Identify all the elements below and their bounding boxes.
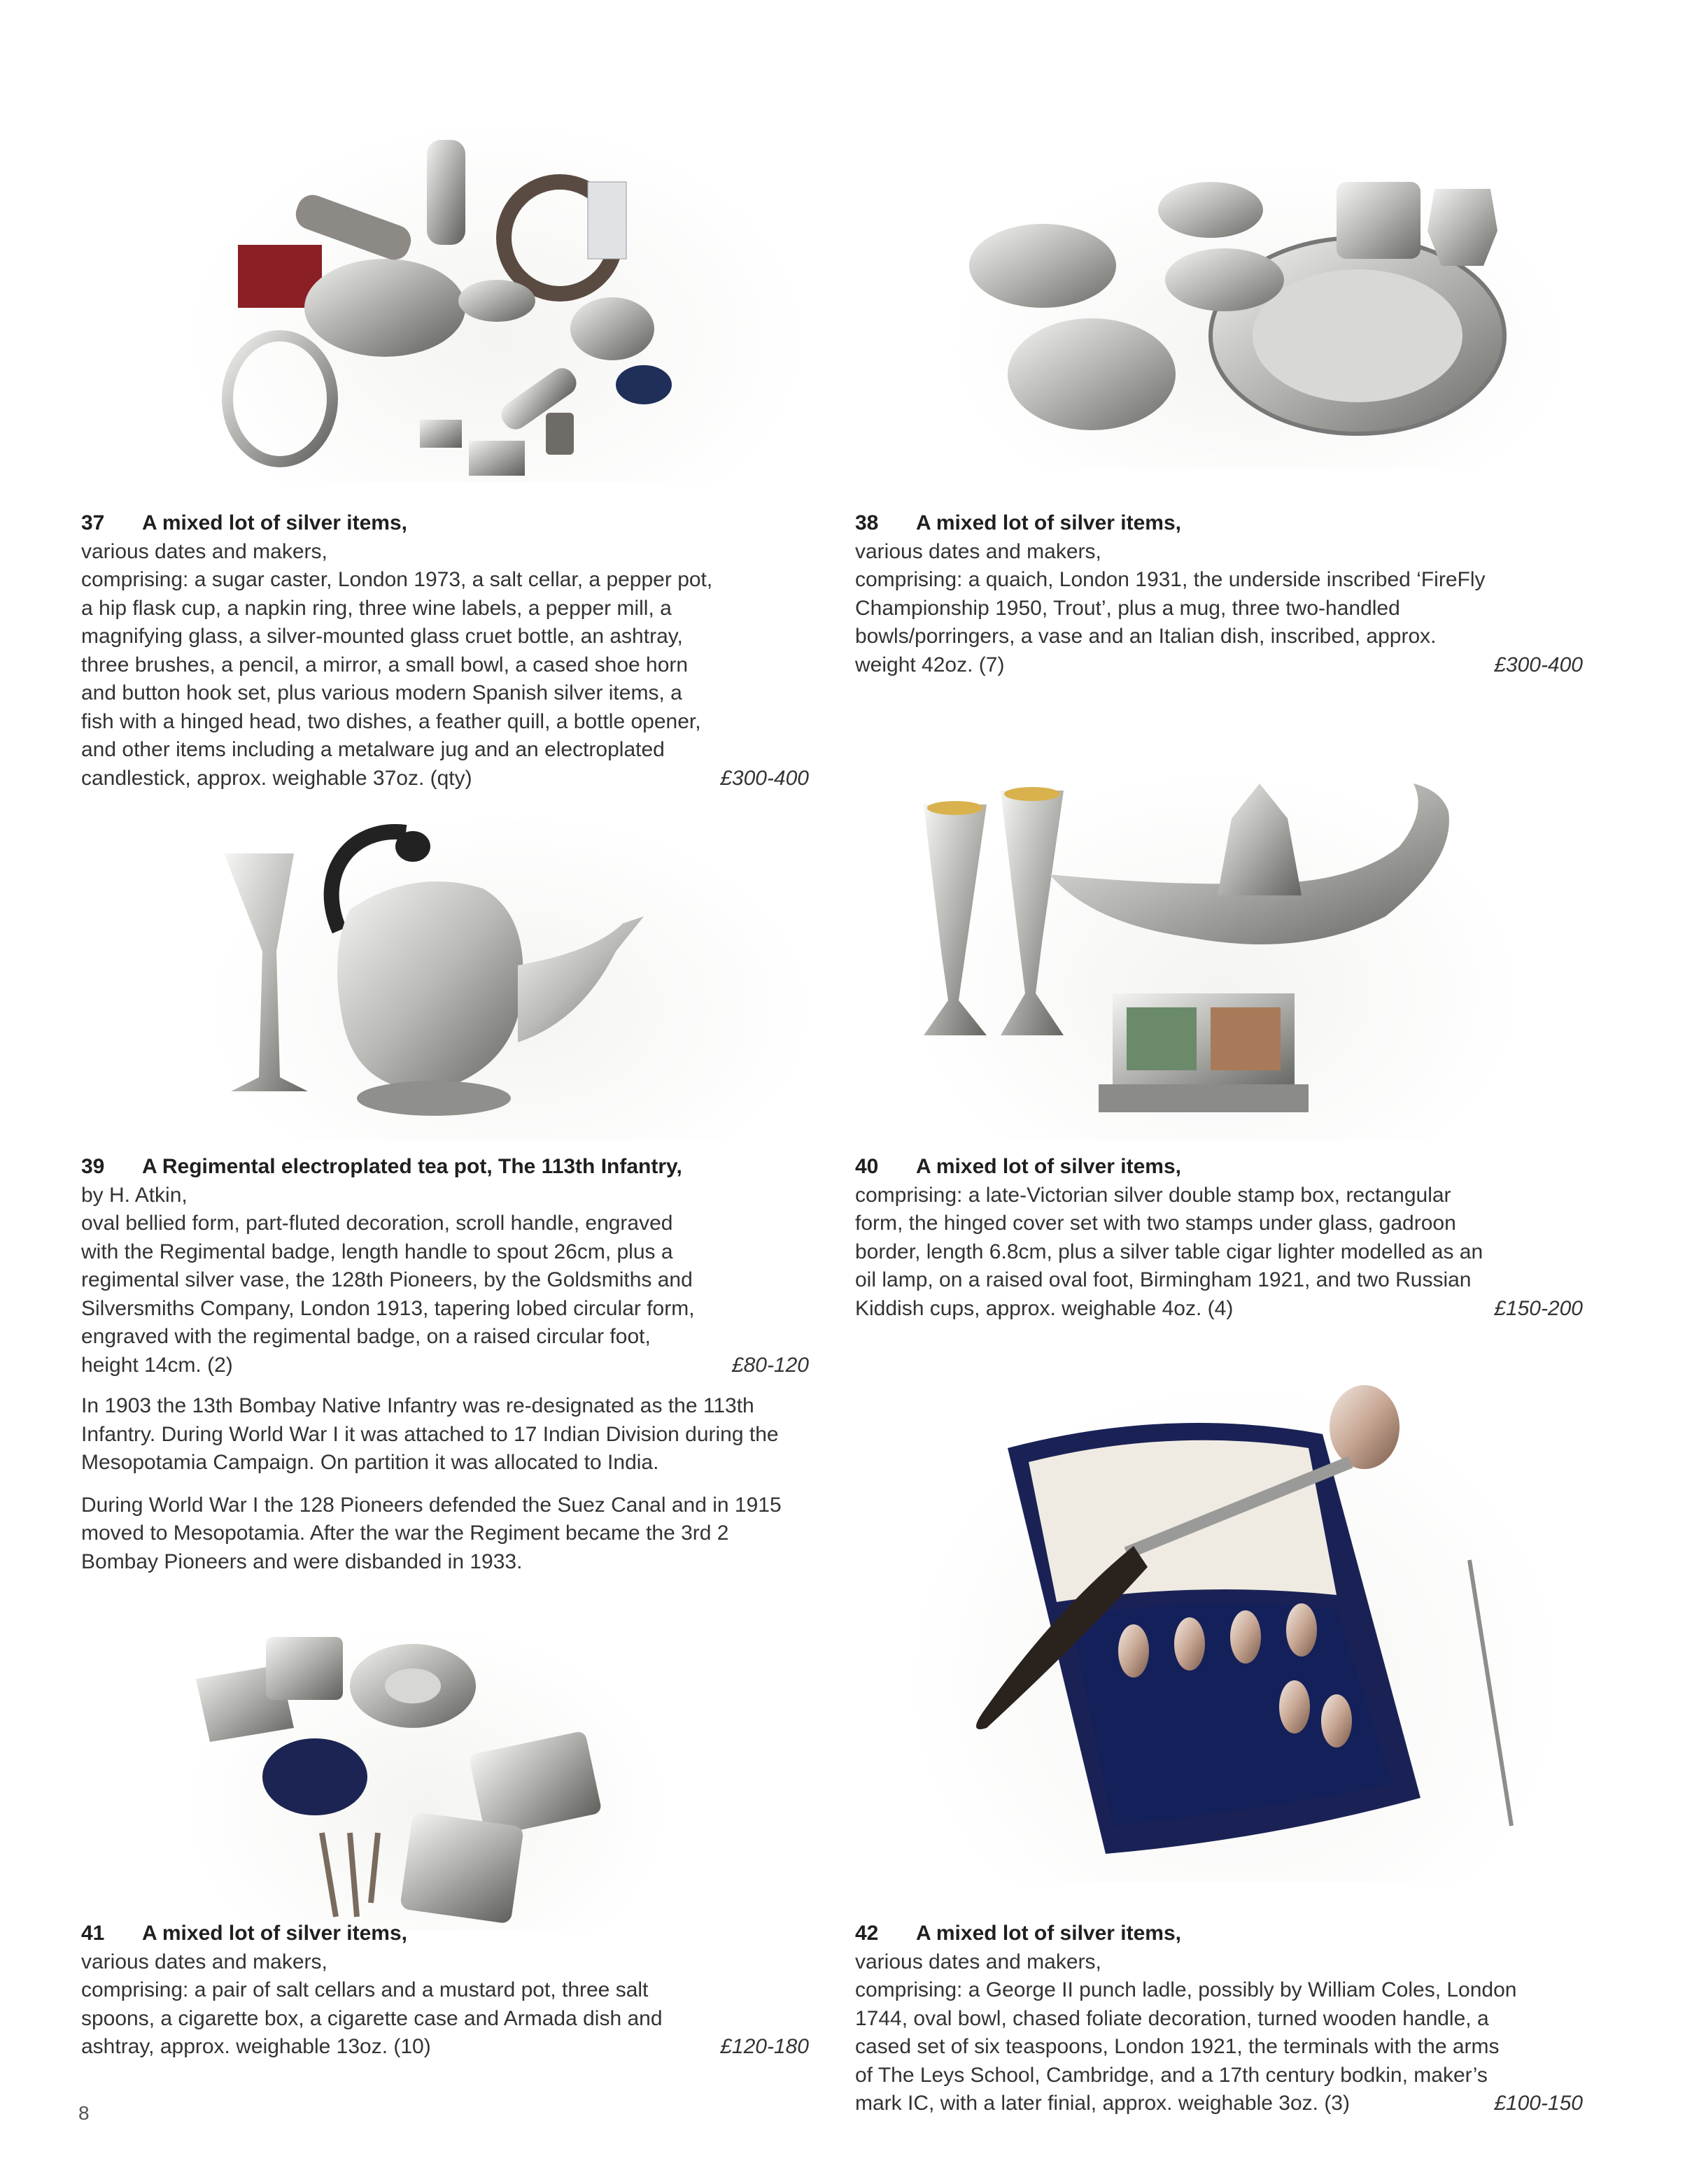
lot-desc-line: Kiddish cups, approx. weighable 4oz. (4): [855, 1296, 1234, 1320]
lot-desc-line: with the Regimental badge, length handle to spout 26cm, plus a: [81, 1240, 673, 1263]
lot-desc-line: engraved with the regimental badge, on a raised circular foot,: [81, 1325, 651, 1348]
lot-desc-line: ashtray, approx. weighable 13oz. (10): [81, 2035, 431, 2058]
lot-38: [855, 509, 1583, 679]
lot-desc-line: Championship 1950, Trout’, plus a mug, three two-handled: [855, 596, 1400, 620]
lot-desc-line: regimental silver vase, the 128th Pioneers, by the Goldsmiths and: [81, 1268, 693, 1291]
lot-desc-line: height 14cm. (2): [81, 1353, 233, 1377]
lot-desc-line: of The Leys School, Cambridge, and a 17th century bodkin, maker’s: [855, 2063, 1488, 2087]
footnote: During World War I the 128 Pioneers defended the Suez Canal and in 1915 moved to Mesopotamia. After the war the Regiment became the 3rd 2 Bombay Pioneers and were disbanded in 1933.: [81, 1493, 782, 1573]
lot-desc-line: 1744, oval bowl, chased foliate decoration, turned wooden handle, a: [855, 2006, 1489, 2030]
lot-desc-line: form, the hinged cover set with two stamps under glass, gadroon: [855, 1212, 1456, 1235]
lot-desc-line: comprising: a quaich, London 1931, the underside inscribed ‘FireFly: [855, 568, 1486, 591]
lot-desc-line: weight 42oz. (7): [855, 653, 1005, 676]
footnote: In 1903 the 13th Bombay Native Infantry was re-designated as the 113th Infantry. During World War I it was attached to 17 Indian Division during the Mesopotamia Campaign. On partition it was allocated to India.: [81, 1394, 779, 1474]
lot-number: 38: [855, 511, 879, 534]
lot-39-photo: [203, 811, 819, 1140]
lot-42: [855, 1920, 1583, 2118]
lot-number: 41: [81, 1922, 105, 1945]
lot-number: 37: [81, 511, 105, 534]
lot-desc-line: Silversmiths Company, London 1913, tapering lobed circular form,: [81, 1296, 695, 1320]
lot-desc-line: border, length 6.8cm, plus a silver table cigar lighter modelled as an: [855, 1240, 1483, 1263]
lot-38-photo: [945, 161, 1574, 469]
lot-desc-line: comprising: a George II punch ladle, possibly by William Coles, London: [855, 1978, 1517, 2001]
lot-title: A Regimental electroplated tea pot, The 113th Infantry,: [142, 1155, 682, 1178]
lot-title: A mixed lot of silver items,: [916, 511, 1181, 534]
lot-desc-line: by H. Atkin,: [81, 1183, 188, 1207]
lot-desc-line: three brushes, a pencil, a mirror, a small bowl, a cased shoe horn: [81, 653, 689, 676]
lot-desc-line: magnifying glass, a silver-mounted glass cruet bottle, an ashtray,: [81, 625, 683, 648]
lot-estimate: £150-200: [1494, 1296, 1583, 1320]
lot-desc-line: cased set of six teaspoons, London 1921, the terminals with the arms: [855, 2035, 1500, 2058]
lot-desc-line: comprising: a sugar caster, London 1973, a salt cellar, a pepper pot,: [81, 568, 713, 591]
lot-desc-line: spoons, a cigarette box, a cigarette case and Armada dish and: [81, 2006, 663, 2030]
lot-title: A mixed lot of silver items,: [916, 1155, 1181, 1178]
lot-desc-line: oil lamp, on a raised oval foot, Birmingham 1921, and two Russian: [855, 1268, 1472, 1291]
lot-desc-line: various dates and makers,: [81, 1950, 327, 1973]
lot-number: 40: [855, 1155, 879, 1178]
lot-desc-line: various dates and makers,: [855, 539, 1101, 563]
lot-39: [81, 1153, 809, 1380]
lot-number: 39: [81, 1155, 105, 1178]
lot-37: [81, 509, 809, 793]
lot-desc-line: candlestick, approx. weighable 37oz. (qty): [81, 766, 472, 790]
lot-41-photo: [182, 1623, 672, 1931]
lot-title: A mixed lot of silver items,: [916, 1922, 1181, 1945]
lot-desc-line: mark IC, with a later finial, approx. weighable 3oz. (3): [855, 2092, 1350, 2115]
lot-estimate: £300-400: [720, 766, 809, 790]
lot-37-photo: [182, 119, 812, 483]
lot-estimate: £120-180: [720, 2035, 809, 2058]
lot-desc-line: bowls/porringers, a vase and an Italian dish, inscribed, approx.: [855, 625, 1437, 648]
page-number: 8: [78, 2102, 90, 2124]
lot-desc-line: and other items including a metalware jug and an electroplated: [81, 738, 665, 761]
lot-number: 42: [855, 1922, 879, 1945]
lot-desc-line: and button hook set, plus various modern Spanish silver items, a: [81, 681, 682, 704]
lot-desc-line: a hip flask cup, a napkin ring, three wine labels, a pepper mill, a: [81, 596, 672, 620]
lot-desc-line: oval bellied form, part-fluted decoration, scroll handle, engraved: [81, 1212, 673, 1235]
lot-39-notes: [81, 1392, 809, 1590]
lot-estimate: £300-400: [1494, 653, 1583, 676]
lot-40: [855, 1153, 1583, 1323]
lot-desc-line: various dates and makers,: [855, 1950, 1101, 1973]
lot-40-photo: [910, 770, 1525, 1140]
lot-title: A mixed lot of silver items,: [142, 1922, 407, 1945]
lot-title: A mixed lot of silver items,: [142, 511, 407, 534]
lot-desc-line: comprising: a pair of salt cellars and a mustard pot, three salt: [81, 1978, 649, 2001]
lot-estimate: £80-120: [731, 1353, 809, 1377]
lot-41: [81, 1920, 809, 2062]
lot-42-photo: [903, 1378, 1567, 1882]
lot-desc-line: fish with a hinged head, two dishes, a feather quill, a bottle opener,: [81, 709, 701, 733]
lot-desc-line: various dates and makers,: [81, 539, 327, 563]
lot-desc-line: comprising: a late-Victorian silver double stamp box, rectangular: [855, 1183, 1451, 1207]
lot-estimate: £100-150: [1494, 2092, 1583, 2115]
